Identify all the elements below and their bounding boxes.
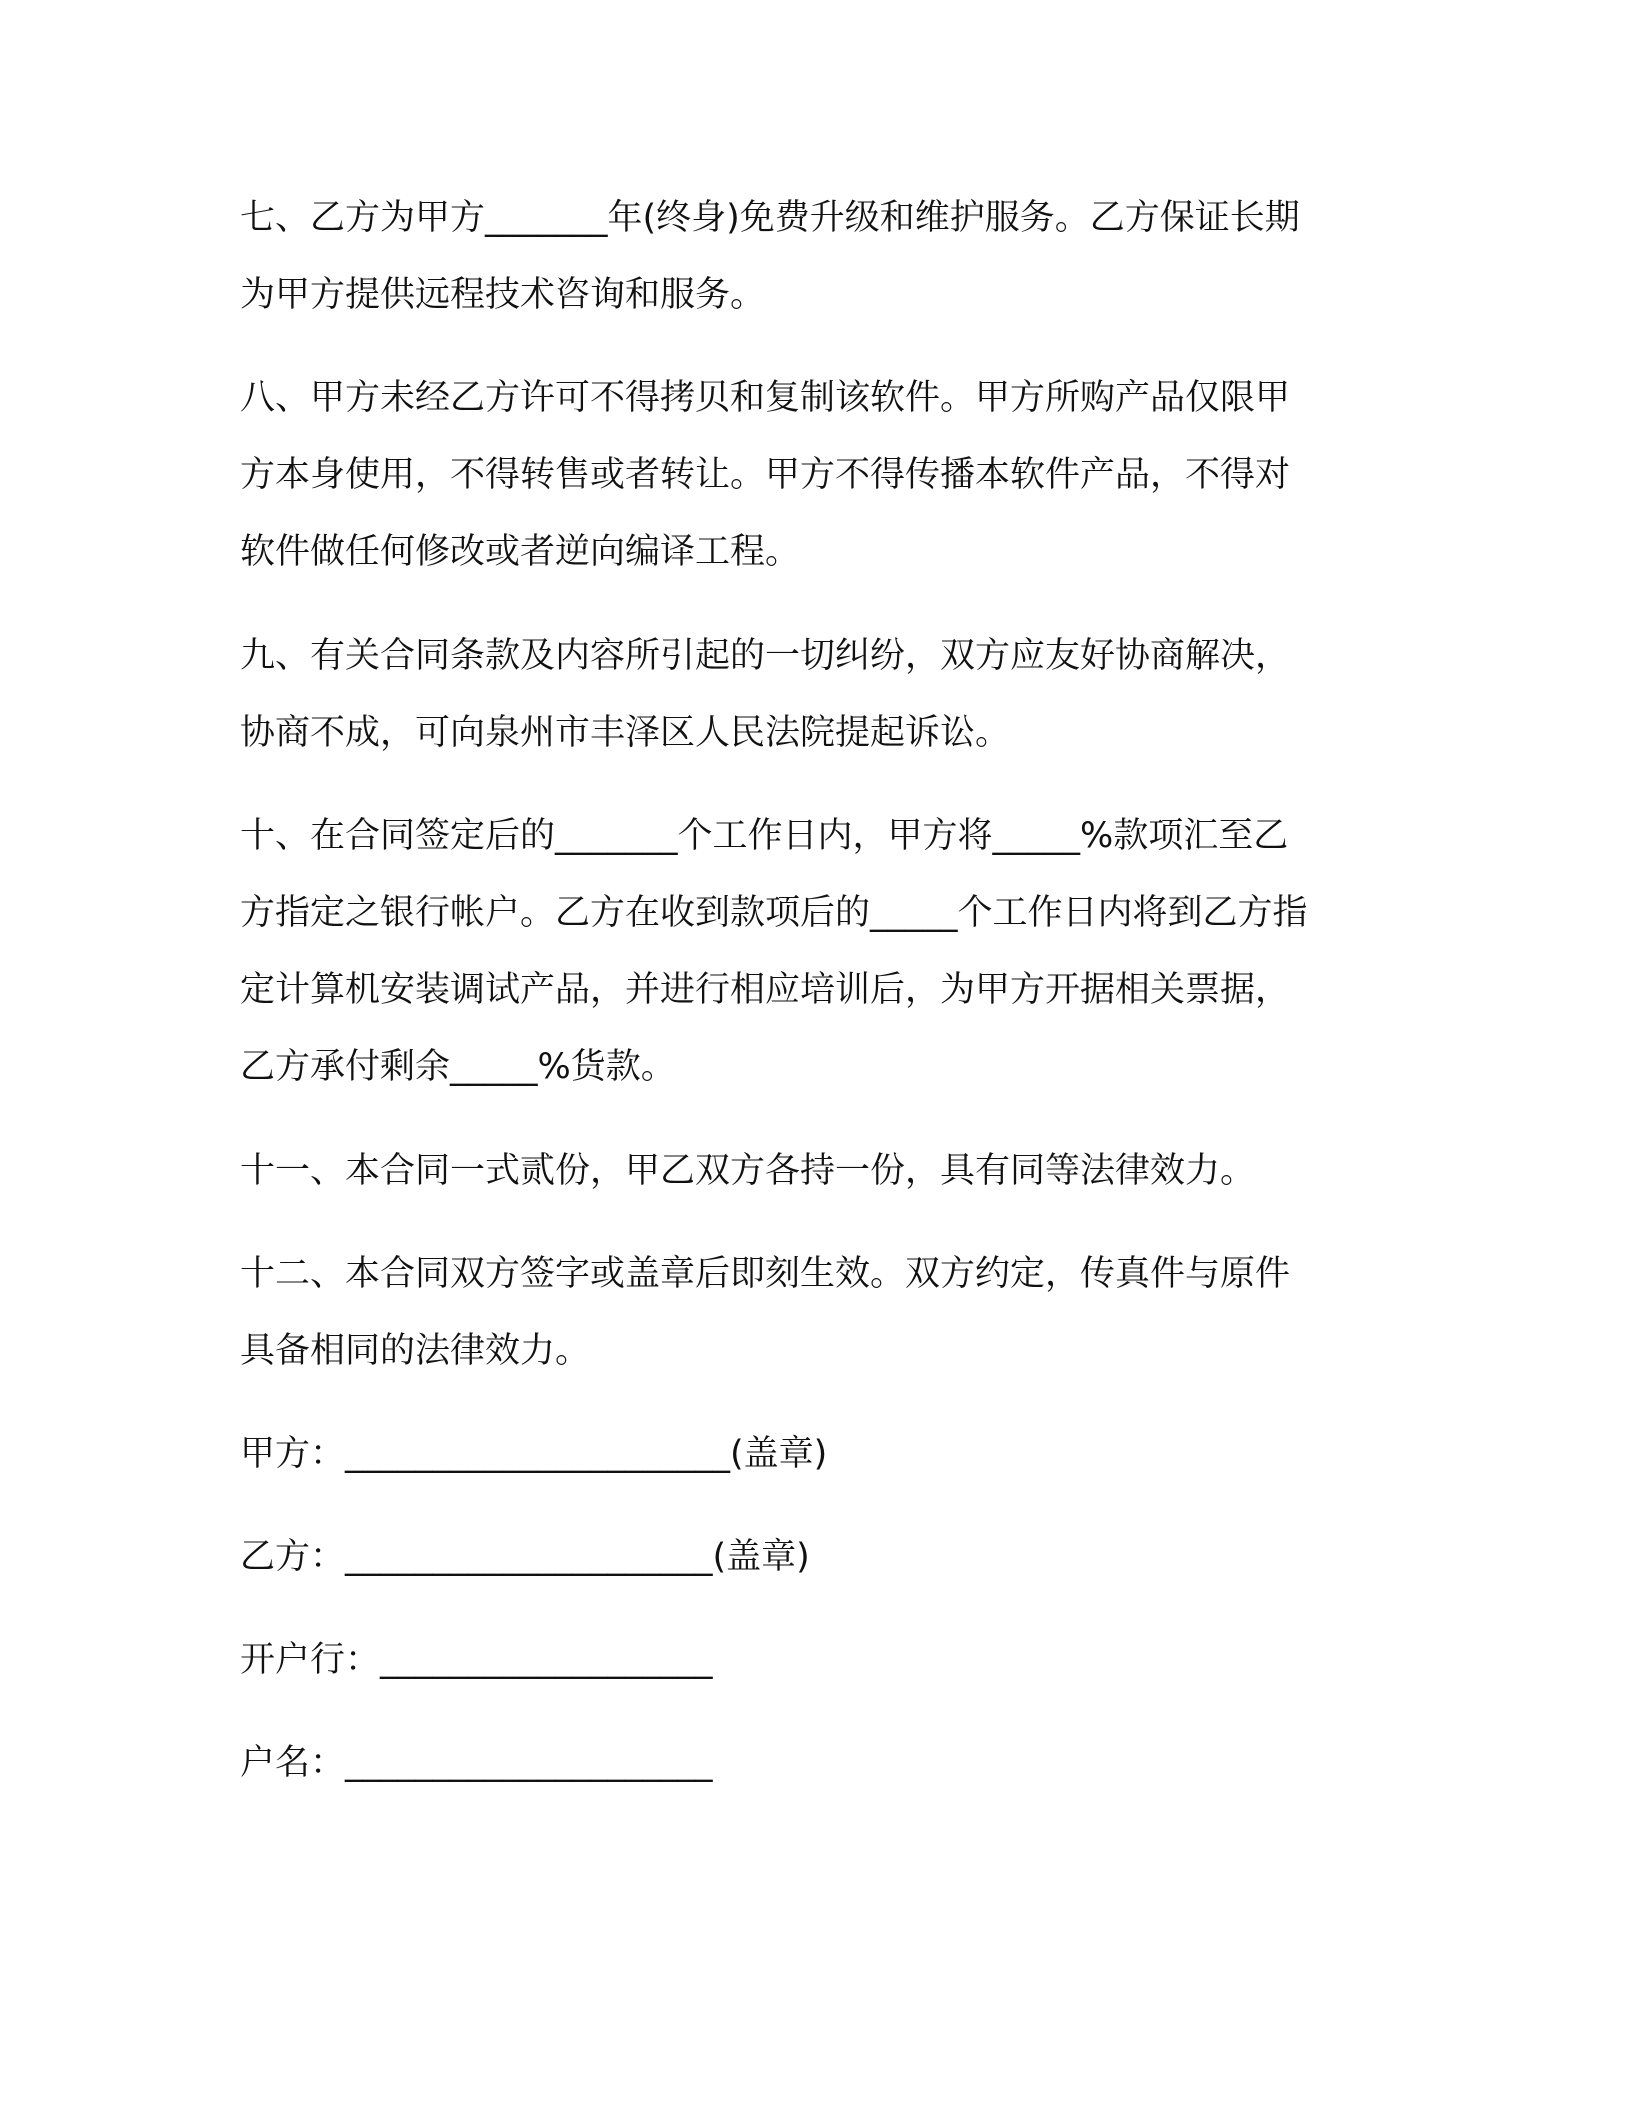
party-b-signature [240, 1519, 1390, 1596]
bank-field-line: 开户行：___________________ [240, 1640, 713, 1680]
clause-8-line-2: 方本身使用，不得转售或者转让。甲方不得传播本软件产品，不得对 [240, 455, 1291, 495]
clause-7-line-2: 为甲方提供远程技术咨询和服务。 [240, 275, 766, 315]
account-name-field-line: 户名：_____________________ [240, 1743, 713, 1783]
clause-9 [240, 618, 1390, 772]
clause-8-line-1: 八、甲方未经乙方许可不得拷贝和复制该软件。甲方所购产品仅限甲 [240, 378, 1291, 418]
clause-7-line-1: 七、乙方为甲方_______年(终身)免费升级和维护服务。乙方保证长期 [240, 198, 1300, 238]
clause-10-line-3: 定计算机安装调试产品，并进行相应培训后，为甲方开据相关票据， [240, 970, 1291, 1010]
party-a-signature [240, 1416, 1390, 1493]
clause-10 [240, 798, 1390, 1106]
account-name-field [240, 1725, 1390, 1802]
clause-12-line-1: 十二、本合同双方签字或盖章后即刻生效。双方约定，传真件与原件 [240, 1254, 1291, 1294]
clause-10-line-2: 方指定之银行帐户。乙方在收到款项后的_____个工作日内将到乙方指 [240, 893, 1308, 933]
clause-9-line-1: 九、有关合同条款及内容所引起的一切纠纷，双方应友好协商解决， [240, 636, 1291, 676]
clause-11-line-1: 十一、本合同一式贰份，甲乙双方各持一份，具有同等法律效力。 [240, 1151, 1256, 1191]
party-b-signature-line: 乙方：_____________________(盖章) [240, 1537, 810, 1577]
clause-8-line-3: 软件做任何修改或者逆向编译工程。 [240, 532, 801, 572]
party-a-signature-line: 甲方：______________________(盖章) [240, 1434, 828, 1474]
clause-10-line-4: 乙方承付剩余_____%货款。 [240, 1047, 676, 1087]
clause-10-line-1: 十、在合同签定后的_______个工作日内，甲方将_____%款项汇至乙 [240, 816, 1289, 856]
clause-12-line-2: 具备相同的法律效力。 [240, 1331, 591, 1371]
clause-12 [240, 1236, 1390, 1390]
clause-8 [240, 360, 1390, 591]
clause-11 [240, 1133, 1390, 1210]
clause-7 [240, 180, 1390, 334]
bank-field [240, 1622, 1390, 1699]
clause-9-line-2: 协商不成，可向泉州市丰泽区人民法院提起诉讼。 [240, 713, 1011, 753]
